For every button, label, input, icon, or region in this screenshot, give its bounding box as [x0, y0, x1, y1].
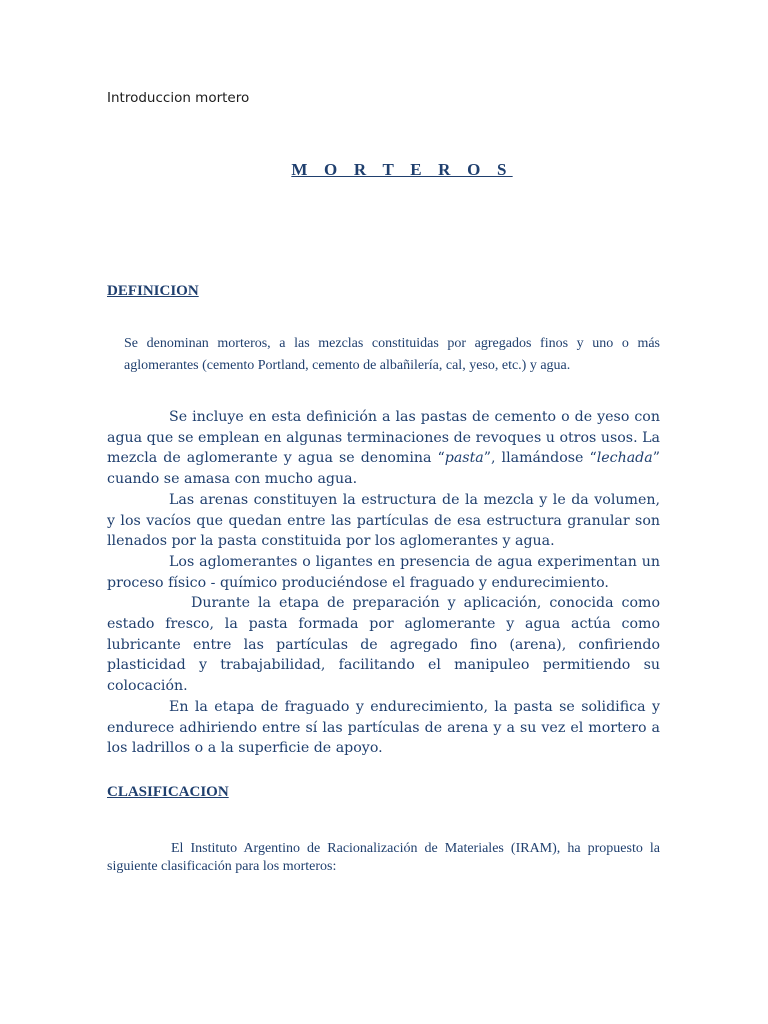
term-pasta: pasta: [444, 450, 484, 467]
header-note: Introduccion mortero: [107, 90, 250, 106]
term-lechada: lechada: [596, 450, 653, 467]
paragraph: Durante la etapa de preparación y aplicación, conocida como estado fresco, la pasta formada por aglomerante y agua actúa como lubricante entre las partículas de agregado fino (arena), confiriendo plasticidad y trabajabilidad, facilitando el manipuleo permitiendo su colocación.: [107, 595, 660, 695]
section-heading-definicion: DEFINICION: [107, 283, 199, 299]
section-heading-clasificacion: CLASIFICACION: [107, 784, 229, 800]
page-title: M O R T E R O S: [291, 160, 513, 179]
text-run: ” cuando se amasa con mucho agua.: [107, 450, 660, 488]
paragraph: Las arenas constituyen la estructura de la mezcla y le da volumen, y los vacíos que quedan entre las partículas de esa estructura granular son llenados por la pasta constituida por los aglomerantes y agua.: [107, 491, 660, 550]
paragraph: En la etapa de fraguado y endurecimiento, la pasta se solidifica y endurece adhiriendo entre sí las partículas de arena y a su vez el mortero a los ladrillos o a la superficie de apoyo.: [107, 698, 660, 757]
definition-intro: Se denominan morteros, a las mezclas constituidas por agregados finos y uno o más aglomerantes (cemento Portland, cemento de albañilería, cal, yeso, etc.) y agua.: [124, 336, 660, 373]
paragraph: Los aglomerantes o ligantes en presencia de agua experimentan un proceso físico - químico produciéndose el fraguado y endurecimiento.: [107, 553, 660, 591]
paragraph: [107, 407, 660, 490]
text-run: ”, llamándose “: [483, 450, 597, 467]
clasificacion-paragraph: El Instituto Argentino de Racionalización de Materiales (IRAM), ha propuesto la siguiente clasificación para los morteros:: [107, 841, 660, 874]
text-run: Se incluye en esta definición a las pastas de cemento o de yeso con agua que se emplean en algunas terminaciones de revoques u otros usos. La mezcla de aglomerante y agua se denomina “: [107, 409, 660, 467]
definition-body: [107, 407, 660, 759]
